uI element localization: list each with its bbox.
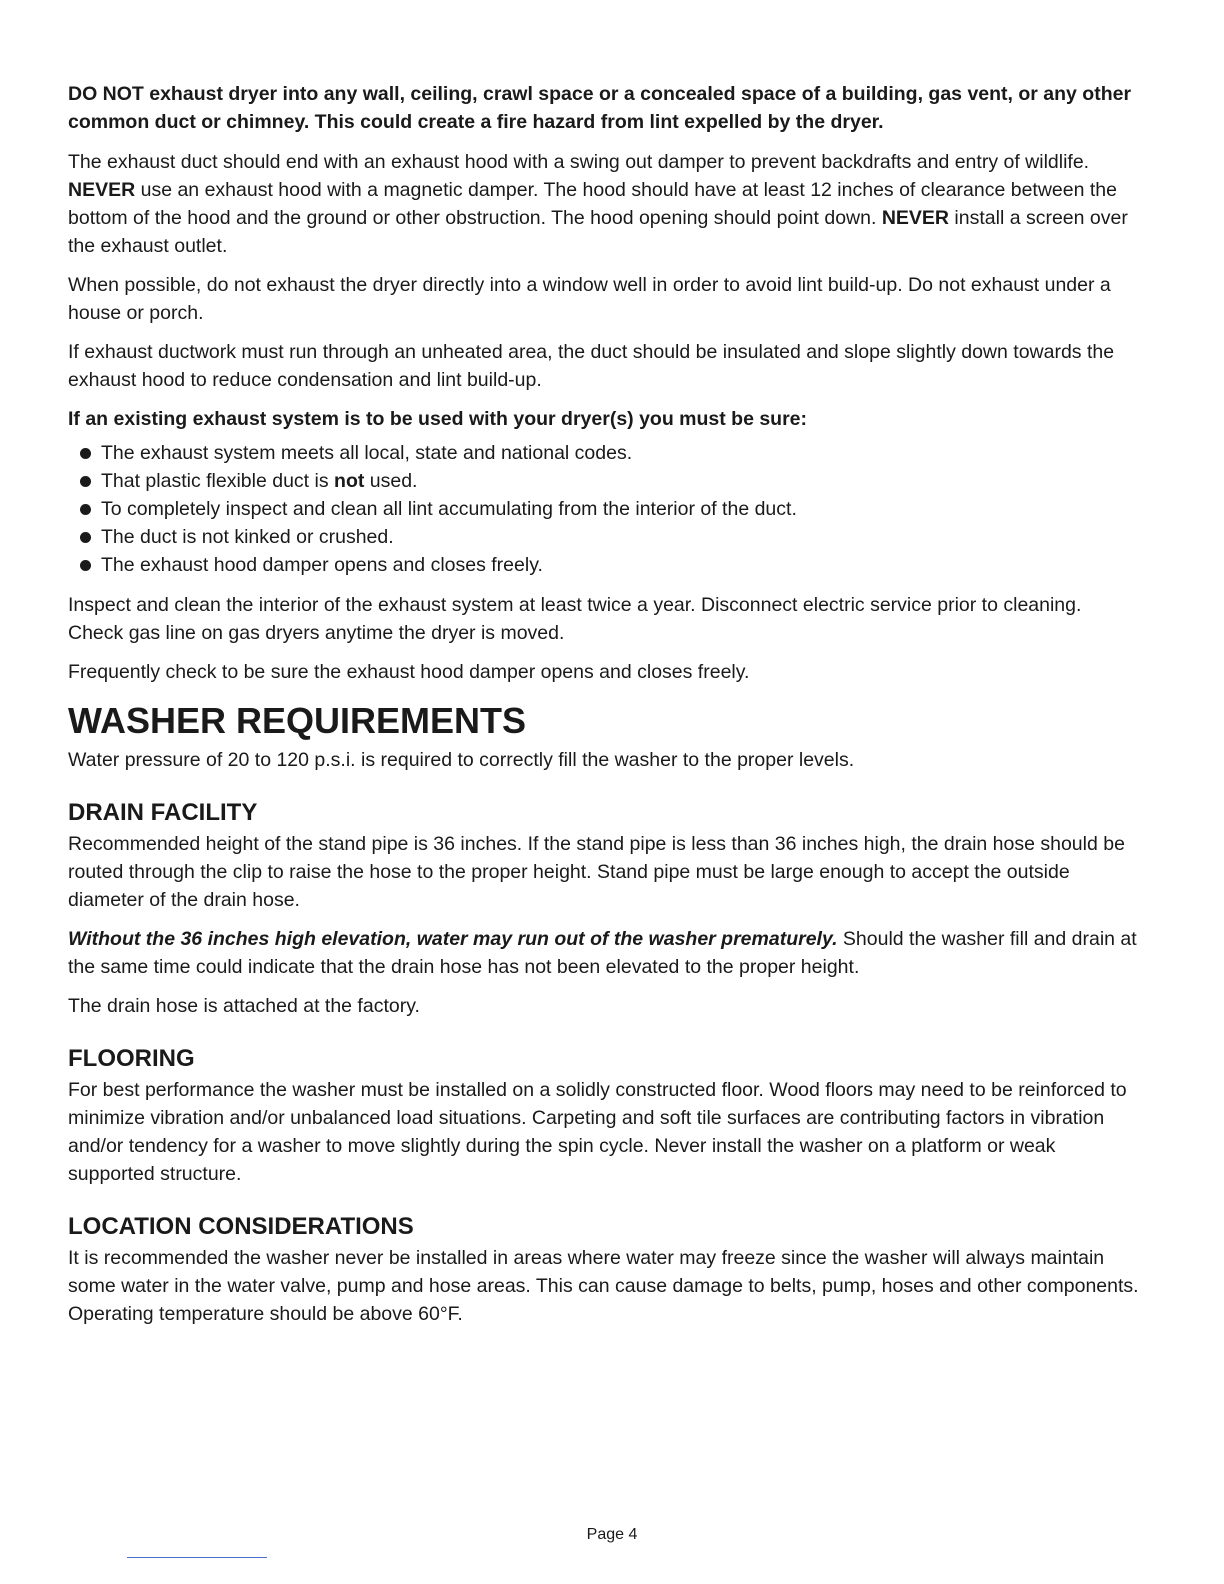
- text-run: The exhaust duct should end with an exhaust hood with a swing out damper to prevent backdrafts and entry of wildlife.: [68, 151, 1090, 173]
- inspect-paragraph: Inspect and clean the interior of the exhaust system at least twice a year. Disconnect electric service prior to cleaning. Check gas line on gas dryers anytime the dryer is moved.: [68, 594, 1082, 644]
- bullet-icon: [80, 476, 91, 487]
- text-run: Should the washer fill and drain at the same time could indicate that the drain hose has not been elevated to the proper height.: [68, 928, 1137, 978]
- not-emphasis: not: [334, 470, 365, 492]
- list-item: [80, 467, 1140, 495]
- list-item-text: The exhaust hood damper opens and closes freely.: [101, 554, 543, 576]
- existing-system-lead: If an existing exhaust system is to be used with your dryer(s) you must be sure:: [68, 408, 808, 430]
- exhaust-hood-paragraph: [68, 148, 1140, 260]
- never-emphasis: NEVER: [68, 179, 136, 201]
- flooring-heading: FLOORING: [68, 1045, 195, 1072]
- footer-rule: [127, 1557, 267, 1558]
- water-pressure-paragraph: Water pressure of 20 to 120 p.s.i. is required to correctly fill the washer to the proper levels.: [68, 749, 855, 771]
- factory-attached-paragraph: The drain hose is attached at the factory.: [68, 995, 420, 1017]
- text-run: use an exhaust hood with a magnetic damper. The hood should have at least 12 inches of clearance between the bottom of the hood and the ground or other obstruction. The hood opening should point down.: [68, 179, 1117, 229]
- text-run: used.: [364, 470, 418, 492]
- list-item: [80, 551, 1140, 579]
- unheated-area-paragraph: If exhaust ductwork must run through an unheated area, the duct should be insulated and slope slightly down towards the exhaust hood to reduce condensation and lint build-up.: [68, 341, 1115, 391]
- list-item: [80, 439, 1140, 467]
- text-run: That plastic flexible duct is: [101, 470, 335, 492]
- checklist: [68, 439, 1140, 579]
- washer-requirements-heading: WASHER REQUIREMENTS: [68, 700, 527, 741]
- window-well-paragraph: When possible, do not exhaust the dryer directly into a window well in order to avoid lint build-up. Do not exhaust under a house or porch.: [68, 274, 1111, 324]
- damper-check-paragraph: Frequently check to be sure the exhaust hood damper opens and closes freely.: [68, 661, 750, 683]
- location-paragraph: It is recommended the washer never be installed in areas where water may freeze since the washer will always maintain some water in the water valve, pump and hose areas. This can cause damage to belts, pump, hoses and other components. Operating temperature should be above 60°F.: [68, 1247, 1139, 1325]
- bullet-icon: [80, 504, 91, 515]
- text-run: install a screen over the exhaust outlet.: [68, 207, 1128, 257]
- bullet-icon: [80, 560, 91, 571]
- bullet-icon: [80, 448, 91, 459]
- list-item: [80, 495, 1140, 523]
- page-number: Page 4: [586, 1526, 638, 1543]
- never-emphasis: NEVER: [881, 207, 949, 229]
- list-item-text: To completely inspect and clean all lint accumulating from the interior of the duct.: [101, 498, 797, 520]
- list-item-text: [101, 467, 417, 495]
- drain-facility-heading: DRAIN FACILITY: [68, 799, 258, 826]
- fire-hazard-warning: DO NOT exhaust dryer into any wall, ceiling, crawl space or a concealed space of a building, gas vent, or any other common duct or chimney. This could create a fire hazard from lint expelled by the dryer.: [68, 83, 1132, 133]
- list-item-text: The duct is not kinked or crushed.: [101, 526, 394, 548]
- list-item-text: The exhaust system meets all local, state and national codes.: [101, 442, 633, 464]
- list-item: [80, 523, 1140, 551]
- bullet-icon: [80, 532, 91, 543]
- stand-pipe-paragraph: Recommended height of the stand pipe is 36 inches. If the stand pipe is less than 36 inches high, the drain hose should be routed through the clip to raise the hose to the proper height. Stand pipe must be large enough to accept the outside diameter of the drain hose.: [68, 833, 1125, 911]
- location-considerations-heading: LOCATION CONSIDERATIONS: [68, 1213, 414, 1240]
- page-content: [68, 80, 1140, 1328]
- elevation-warning: Without the 36 inches high elevation, water may run out of the washer prematurely.: [68, 928, 838, 950]
- elevation-paragraph: [68, 925, 1140, 981]
- flooring-paragraph: For best performance the washer must be installed on a solidly constructed floor. Wood floors may need to be reinforced to minimize vibration and/or unbalanced load situations. Carpeting and soft tile surfaces are contributing factors in vibration and/or tendency for a washer to move slightly during the spin cycle. Never install the washer on a platform or weak supported structure.: [68, 1079, 1127, 1185]
